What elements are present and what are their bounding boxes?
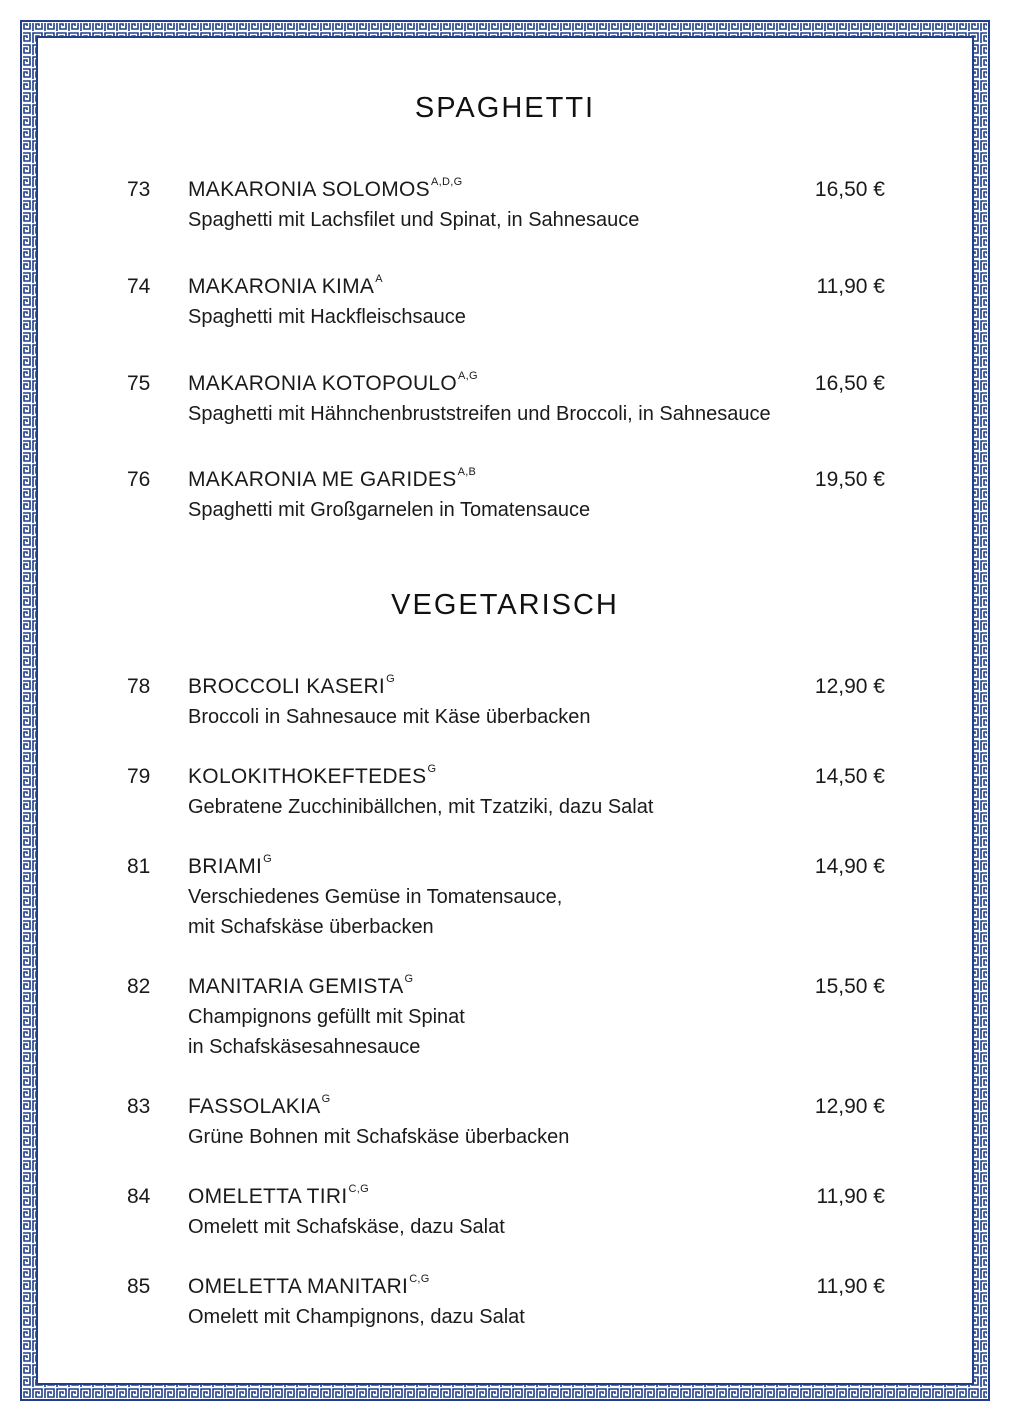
- section-title-vegetarisch: VEGETARISCH: [391, 589, 619, 621]
- item-number: 82: [127, 975, 151, 998]
- item-price: 14,50 €: [814, 765, 885, 788]
- item-price: 11,90 €: [816, 1185, 885, 1208]
- allergen-codes: A: [375, 273, 383, 285]
- allergen-codes: G: [404, 973, 414, 985]
- item-name: MAKARONIA $KIMA^A$: [188, 273, 383, 298]
- allergen-codes: G: [321, 1093, 331, 1105]
- item-name: OMELETTA $TIRI^{C,G}$: [188, 1183, 369, 1208]
- item-name: MAKARONIA $KOTOPOULO^{A,G}$: [188, 370, 478, 395]
- item-description: Spaghetti mit Hähnchenbruststreifen und Broccoli, in Sahnesauce: [188, 403, 771, 425]
- item-description: Omelett mit Champignons, dazu Salat: [188, 1306, 525, 1328]
- item-name: OMELETTA $MANITARI^{C,G}$: [188, 1273, 430, 1298]
- item-description: Verschiedenes Gemüse in Tomatensauce,: [188, 886, 563, 908]
- item-number: 75: [127, 372, 151, 395]
- item-name: $BRIAMI^G$: [188, 853, 273, 878]
- item-description: Spaghetti mit Großgarnelen in Tomatensauce: [188, 499, 591, 521]
- item-number: 85: [127, 1275, 151, 1298]
- item-number: 81: [127, 855, 151, 878]
- item-number: 74: [127, 275, 151, 298]
- allergen-codes: G: [386, 673, 395, 685]
- allergen-codes: C,G: [348, 1183, 369, 1195]
- item-price: 19,50 €: [814, 468, 885, 491]
- item-number: 73: [127, 178, 151, 201]
- item-price: 14,90 €: [814, 855, 885, 878]
- item-name: MAKARONIA ME $GARIDES^{A,B}$: [188, 466, 477, 491]
- item-price: 12,90 €: [814, 1095, 885, 1118]
- item-description: Omelett mit Schafskäse, dazu Salat: [188, 1216, 505, 1238]
- item-number: 84: [127, 1185, 151, 1208]
- item-price: 16,50 €: [814, 178, 885, 201]
- item-description: Spaghetti mit Lachsfilet und Spinat, in Sahnesauce: [188, 209, 640, 231]
- allergen-codes: G: [427, 763, 437, 775]
- item-number: 79: [127, 765, 151, 788]
- allergen-codes: A,B: [457, 466, 477, 478]
- item-price: 16,50 €: [814, 372, 885, 395]
- item-price: 11,90 €: [816, 275, 885, 298]
- section-title-spaghetti: SPAGHETTI: [414, 92, 596, 124]
- allergen-codes: C,G: [409, 1273, 430, 1285]
- allergen-codes: A,G: [458, 370, 478, 382]
- allergen-codes: A,D,G: [431, 176, 463, 188]
- item-number: 83: [127, 1095, 151, 1118]
- item-name: BROCCOLI $KASERI^G$: [188, 673, 395, 698]
- item-description-line-2: in Schafskäsesahnesauce: [188, 1036, 421, 1058]
- item-name: $KOLOKITHOKEFTEDES^G$: [188, 763, 437, 788]
- item-description: Gebratene Zucchinibällchen, mit Tzatziki, dazu Salat: [188, 796, 654, 818]
- item-description: Champignons gefüllt mit Spinat: [188, 1006, 465, 1028]
- menu-page: [20, 20, 990, 1401]
- item-number: 78: [127, 675, 151, 698]
- item-price: 11,90 €: [816, 1275, 885, 1298]
- item-description: Broccoli in Sahnesauce mit Käse überbacken: [188, 706, 591, 728]
- item-description: Grüne Bohnen mit Schafskäse überbacken: [188, 1126, 570, 1148]
- allergen-codes: G: [263, 853, 273, 865]
- item-number: 76: [127, 468, 151, 491]
- item-name: MAKARONIA $SOLOMOS^{A,D,G}$: [188, 176, 463, 201]
- item-description: Spaghetti mit Hackfleischsauce: [188, 306, 466, 328]
- item-price: 12,90 €: [814, 675, 885, 698]
- item-name: MANITARIA $GEMISTA^G$: [188, 973, 414, 998]
- item-description-line-2: mit Schafskäse überbacken: [188, 916, 434, 938]
- item-price: 15,50 €: [814, 975, 885, 998]
- item-name: $FASSOLAKIA^G$: [188, 1093, 331, 1118]
